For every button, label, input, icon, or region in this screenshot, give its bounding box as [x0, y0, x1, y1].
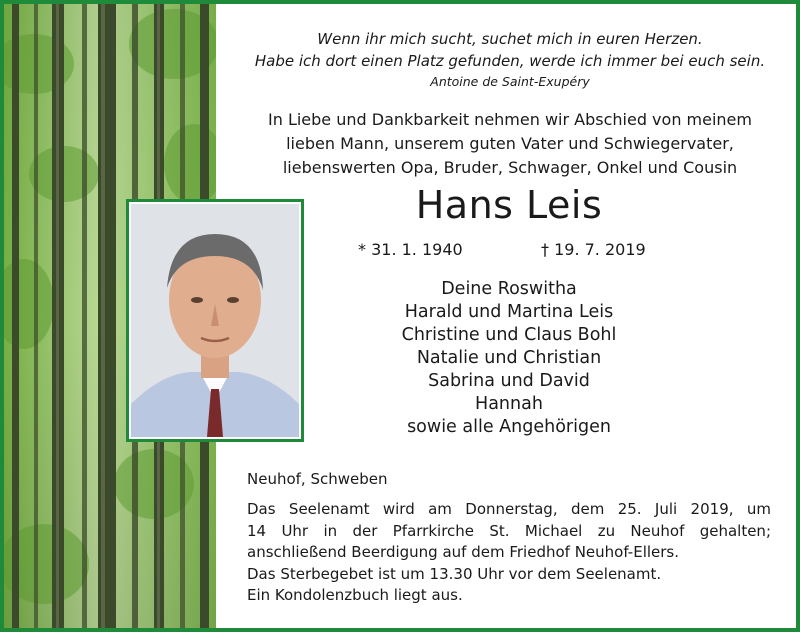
- funeral-notice: [247, 499, 771, 607]
- intro-text: [230, 108, 790, 180]
- notice-line: 14 Uhr in der Pfarrkirche St. Michael zu Neuhof gehalten;: [247, 521, 771, 540]
- mourner-entry: Hannah: [475, 394, 543, 414]
- notice-line: anschließend Beerdigung auf dem Friedhof Neuhof-Ellers.: [247, 543, 680, 561]
- mourner-entry: Deine Roswitha: [441, 279, 577, 299]
- intro-line: lieben Mann, unserem guten Vater und Schwiegervater,: [286, 134, 734, 153]
- mourners-list: [304, 278, 714, 439]
- death-date: † 19. 7. 2019: [541, 240, 646, 259]
- mourner-entry: Christine und Claus Bohl: [401, 325, 617, 345]
- mourner-entry: Natalie und Christian: [416, 348, 602, 368]
- place-line: Neuhof, Schweben: [247, 470, 388, 488]
- motto-quote: [230, 28, 790, 72]
- portrait-photo: [126, 199, 304, 442]
- motto-line: Habe ich dort einen Platz gefunden, werde ich immer bei euch sein.: [254, 52, 766, 70]
- mourner-entry: Sabrina und David: [428, 371, 590, 391]
- deceased-name: Hans Leis: [415, 183, 603, 227]
- notice-line: Das Sterbegebet ist um 13.30 Uhr vor dem Seelenamt.: [247, 564, 662, 583]
- notice-line: Das Seelenamt wird am Donnerstag, dem 25. Juli 2019, um: [247, 500, 771, 518]
- notice-line: Ein Kondolenzbuch liegt aus.: [247, 586, 463, 604]
- birth-date: * 31. 1. 1940: [358, 240, 463, 259]
- mourner-entry: Harald und Martina Leis: [404, 302, 614, 322]
- motto-line: Wenn ihr mich sucht, suchet mich in euren Herzen.: [317, 30, 703, 48]
- mourner-entry: sowie alle Angehörigen: [407, 417, 611, 437]
- portrait-image: [131, 204, 299, 437]
- intro-line: In Liebe und Dankbarkeit nehmen wir Abschied von meinem: [268, 110, 752, 129]
- intro-line: liebenswerten Opa, Bruder, Schwager, Onkel und Cousin: [282, 158, 738, 177]
- quote-author: Antoine de Saint-Exupéry: [430, 74, 590, 89]
